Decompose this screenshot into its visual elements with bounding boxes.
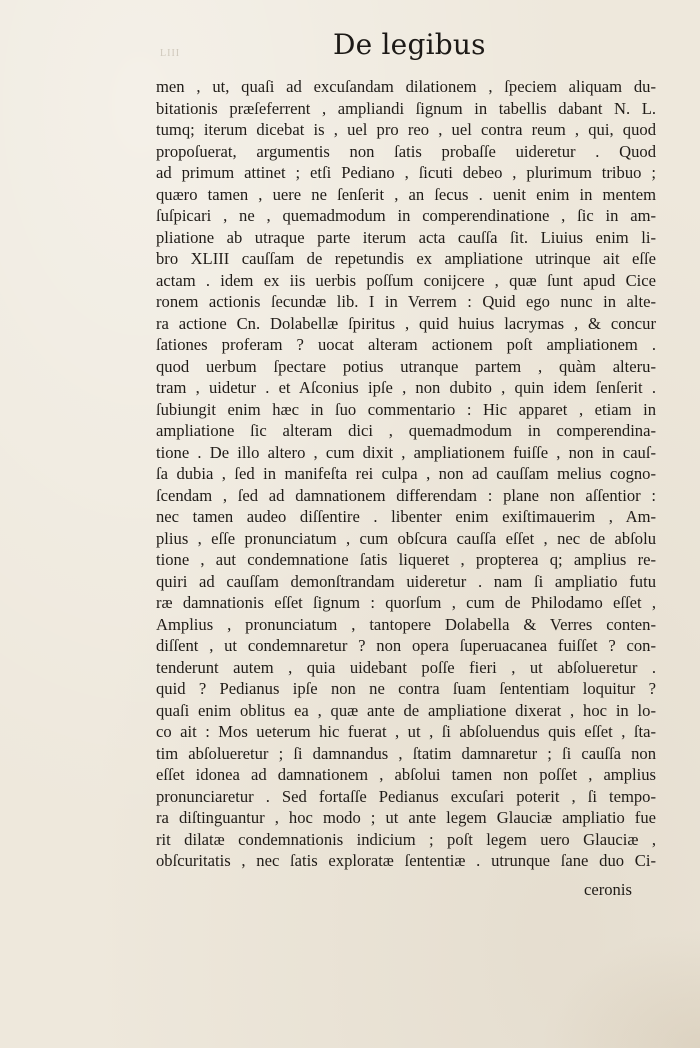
paper-stain xyxy=(540,928,700,1048)
text-line: quod uerbum ſpectare potius utranque partem , quàm alteru- xyxy=(156,356,656,376)
text-line: tram , uidetur . et Aſconius ipſe , non dubito , quin idem ſenſerit . xyxy=(156,378,656,397)
text-line: tumq; iterum dicebat is , uel pro reo , uel contra reum , qui, quod xyxy=(156,120,656,139)
catchword: ceronis xyxy=(584,880,632,899)
body-text xyxy=(156,76,656,872)
page-number: LIII xyxy=(160,48,181,59)
text-line: ſuſpicari , ne , quemadmodum in comperendinatione , ſic in am- xyxy=(156,206,656,225)
text-line: quaſi enim oblitus ea , quæ ante de ampliatione dixerat , hoc in lo- xyxy=(156,700,656,720)
text-line: men , ut, quaſi ad excuſandam dilationem , ſpeciem aliquam du- xyxy=(156,77,656,96)
text-line: Amplius , pronunciatum , tantopere Dolabella & Verres conten- xyxy=(156,614,656,634)
text-line: ronem actionis ſecundæ lib. I in Verrem : Quid ego nunc in alte- xyxy=(156,292,656,311)
text-line: tenderunt autem , quia uidebant poſſe fieri , ut abſolueretur . xyxy=(156,657,656,677)
text-line: ſa dubia , ſed in manifeſta rei culpa , non ad cauſſam melius cogno- xyxy=(156,464,656,483)
text-line: bitationis præſeferrent , ampliandi ſignum in tabellis dabant N. L. xyxy=(156,98,656,118)
text-line: ampliatione ſic alteram dici , quemadmodum in comperendina- xyxy=(156,421,656,440)
text-line: tione , aut condemnatione ſatis liqueret , propterea q; amplius re- xyxy=(156,550,656,569)
text-line: diſſent , ut condemnaretur ? non opera ſuperuacanea fuiſſet ? con- xyxy=(156,636,656,655)
text-line: eſſet idonea ad damnationem , abſolui tamen non poſſet , amplius xyxy=(156,765,656,784)
text-line: propoſuerat, argumentis non ſatis probaſſe uideretur . Quod xyxy=(156,141,656,161)
text-line: plius , eſſe pronunciatum , cum obſcura cauſſa eſſet , nec de abſolu xyxy=(156,528,656,548)
text-line: ra diſtinguantur , hoc modo ; ut ante legem Glauciæ ampliatio fue xyxy=(156,808,656,827)
text-line: pronunciaretur . Sed fortaſſe Pedianus excuſari poterit , ſi tempo- xyxy=(156,786,656,806)
text-line: nec tamen audeo diſſentire . libenter enim exiſtimauerim , Am- xyxy=(156,507,656,526)
text-line: quæro tamen , uere ne ſenſerit , an ſecus . uenit enim in mentem xyxy=(156,184,656,204)
text-line: quid ? Pedianus ipſe non ne contra ſuam ſententiam loquitur ? xyxy=(156,679,656,698)
text-line: ra actione Cn. Dolabellæ ſpiritus , quid huius lacrymas , & concur xyxy=(156,313,656,333)
text-line: obſcuritatis , nec ſatis exploratæ ſententiæ . utrunque ſane duo Ci- xyxy=(156,851,656,870)
text-line: ræ damnationis eſſet ſignum : quorſum , cum de Philodamo eſſet , xyxy=(156,593,656,612)
text-line: ſubiungit enim hæc in ſuo commentario : Hic apparet , etiam in xyxy=(156,399,656,419)
running-header: De legibus xyxy=(333,28,486,61)
text-line: rit dilatæ condemnationis indicium ; poſt legem uero Glauciæ , xyxy=(156,829,656,849)
text-line: tione . De illo altero , cum dixit , ampliationem fuiſſe , non in cauſ- xyxy=(156,442,656,462)
text-line: tim abſolueretur ; ſi damnandus , ſtatim damnaretur ; ſi cauſſa non xyxy=(156,743,656,763)
text-line: ſcendam , ſed ad damnationem differendam : plane non aſſentior : xyxy=(156,485,656,505)
text-line: bro XLIII cauſſam de repetundis ex ampliatione utrinque ait eſſe xyxy=(156,249,656,268)
text-line: actam . idem ex iis uerbis poſſum conijcere , quæ ſunt apud Cice xyxy=(156,270,656,290)
text-line: quiri ad cauſſam demonſtrandam uideretur . nam ſi ampliatio futu xyxy=(156,571,656,591)
text-line: co ait : Mos ueterum hic fuerat , ut , ſi abſoluendus quis eſſet , ſta- xyxy=(156,722,656,741)
text-line: ſationes proferam ? uocat alteram actionem poſt ampliationem . xyxy=(156,335,656,354)
text-line: ad primum attinet ; etſi Pediano , ſicuti debeo , plurimum tribuo ; xyxy=(156,163,656,182)
text-line: pliatione ab utraque parte iterum acta cauſſa ſit. Liuius enim li- xyxy=(156,227,656,247)
